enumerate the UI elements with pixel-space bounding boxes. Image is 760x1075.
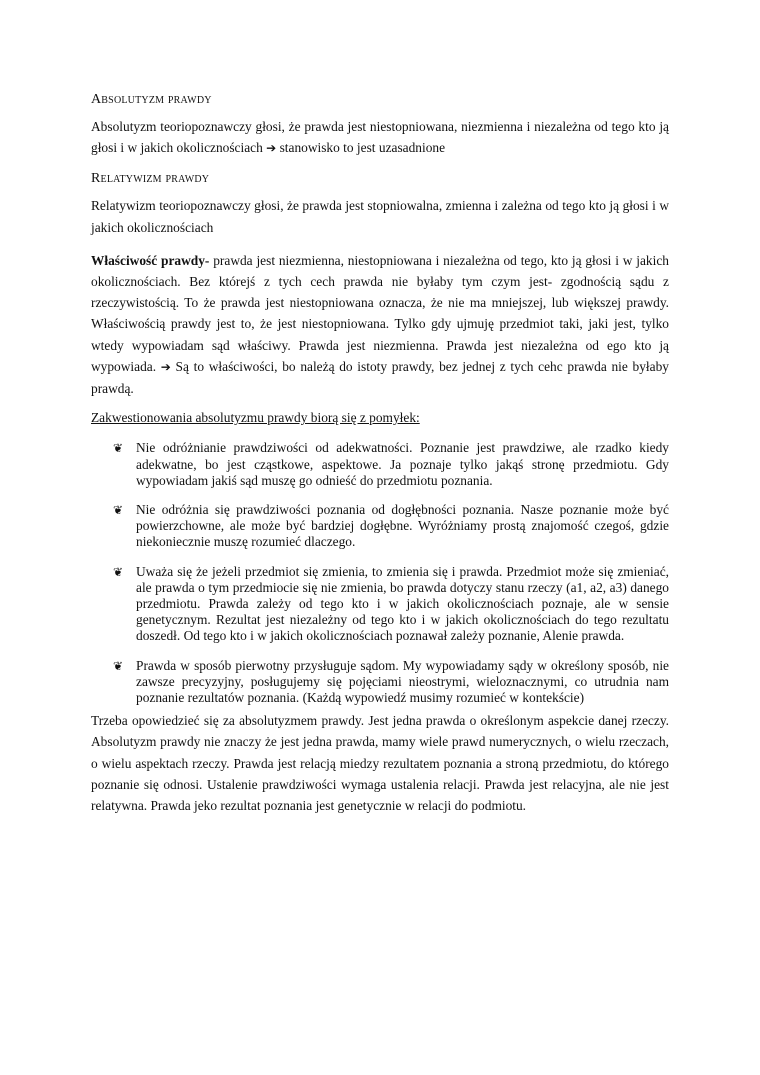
- list-item: [91, 564, 669, 645]
- arrow-right-icon: ➔: [266, 141, 277, 156]
- property-text: prawda jest niezmienna, niestopniowana i niezależna od tego, kto ją głosi i w jakich okolicznościach. Bez którejś z tych cech prawda nie byłaby tym czym jest- zgodnością sądu z rzeczywistością. To że prawda jest niestopniowana oznacza, że nie ma mniejszej, lub większej prawdy. Właściwością prawdy jest to, że jest niestopniowana. Tylko gdy ujmuję przedmiot taki, jaki jest, tylko wtedy wypowiadam sąd właściwy. Prawda jest niezmienna. Prawda jest niezależna od ego kto ją wypowiada.: [91, 252, 669, 374]
- absolutism-text: Absolutyzm teoriopoznawczy głosi, że prawda jest niestopniowana, niezmienna i niezależna od tego kto ją głosi i w jakich okolicznościach: [91, 119, 669, 156]
- property-conclusion: Są to właściwości, bo należą do istoty prawdy, bez jednej z tych cehc prawda nie byłaby prawdą.: [91, 358, 669, 397]
- objections-list: [91, 440, 669, 706]
- paragraph-relativism: Relatywizm teoriopoznawczy głosi, że prawda jest stopniowalna, zmienna i zależna od tego kto ją głosi i w jakich okolicznościach: [91, 198, 669, 235]
- heading-absolutism: Absolutyzm prawdy: [91, 92, 212, 107]
- fleuron-bullet-icon: ❦: [113, 503, 124, 518]
- list-item-text: Nie odróżnia się prawdziwości poznania od dogłębności poznania. Nasze poznanie może być powierzchowne, ale może być bardziej dogłębne. Wyróżniamy prostą znajomość czegoś, gdzie niekoniecznie muszę rozumieć dlaczego.: [136, 502, 669, 550]
- list-item-text: Prawda w sposób pierwotny przysługuje sądom. My wypowiadamy sądy w określony sposób, nie zawsze precyzyjny, posługujemy się pojęciami nieostrymi, wieloznacznymi, co utrudnia nam poznanie rezultatów poznania. (Każdą wypowiedź musimy rozumieć w kontekście): [136, 657, 669, 706]
- fleuron-bullet-icon: ❦: [113, 441, 124, 456]
- heading-objections: Zakwestionowania absolutyzmu prawdy biorą się z pomyłek:: [91, 410, 420, 426]
- paragraph-conclusion: Trzeba opowiedzieć się za absolutyzmem prawdy. Jest jedna prawda o określonym aspekcie danej rzeczy. Absolutyzm prawdy nie znaczy że jest jedna prawda, mamy wiele prawd numerycznych, o wielu rzeczach, o wielu aspektach rzeczy. Prawda jest relacją miedzy rezultatem poznania a stroną przedmiotu, do którego poznanie się odnosi. Ustalenie prawdziwości wymaga ustalenia relacji. Prawda jest relacyjna, ale nie jest relatywna. Prawda jeko rezultat poznania jest genetycznie w relacji do podmiotu.: [91, 713, 669, 814]
- document-body: [91, 92, 669, 816]
- property-lead: Właściwość prawdy-: [91, 252, 210, 268]
- absolutism-conclusion: stanowisko to jest uzasadnione: [276, 140, 446, 156]
- fleuron-bullet-icon: ❦: [113, 658, 124, 673]
- heading-relativism: Relatywizm prawdy: [91, 171, 210, 187]
- paragraph-property: [91, 250, 669, 399]
- list-item-text: Uważa się że jeżeli przedmiot się zmienia, to zmienia się i prawda. Przedmiot może się zmieniać, ale prawda o tym przedmiocie się nie zmienia, bo prawda dotyczy stanu rzeczy (a1, a2, a3) danego przedmiotu. Prawda zależy od tego kto i w jakich okolicznościach poznaje, ale w sensie genetycznym. Rezultat jest niezależny od tego kto i w jakich okolicznościach do tego rezultatu doszedł. Od tego kto i w jakich okolicznościach poznawał zależy poznanie, Alenie prawda.: [136, 563, 669, 644]
- list-item: [91, 440, 669, 489]
- paragraph-absolutism: [91, 116, 669, 159]
- arrow-right-icon: ➔: [160, 359, 171, 374]
- fleuron-bullet-icon: ❦: [113, 564, 124, 579]
- list-item: [91, 658, 669, 707]
- list-item-text: Nie odróżnianie prawdziwości od adekwatności. Poznanie jest prawdziwe, ale rzadko kiedy adekwatne, bo jest cząstkowe, aspektowe. Ja poznaje tylko jakąś stronę przedmiotu. Gdy wypowiadam jakiś sąd muszę go odnieść do przedmiotu poznania.: [136, 440, 669, 488]
- list-item: [91, 502, 669, 551]
